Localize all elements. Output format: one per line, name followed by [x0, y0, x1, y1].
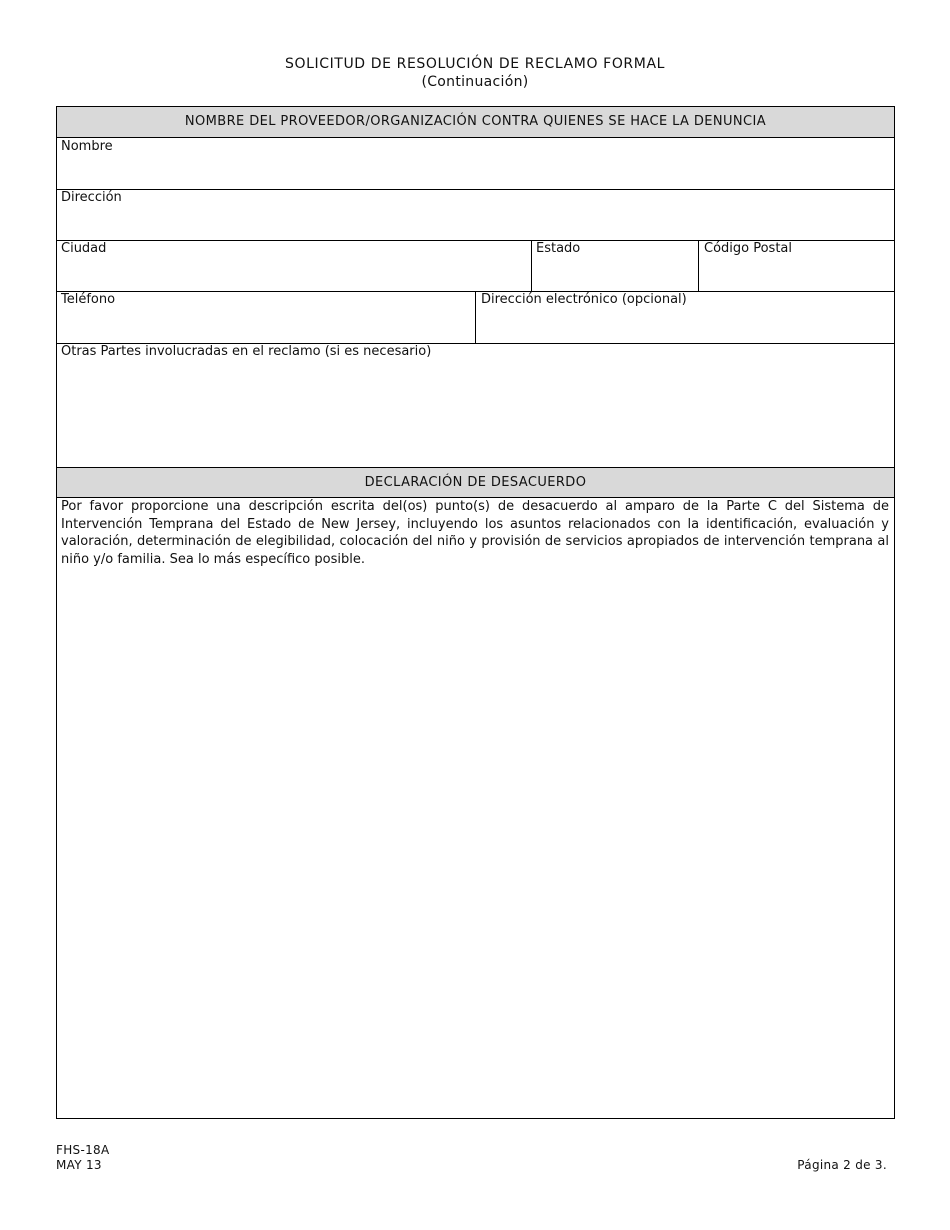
divider [57, 189, 894, 190]
zip-field[interactable] [704, 261, 889, 287]
address-label: Dirección [61, 190, 122, 205]
form-date: MAY 13 [56, 1158, 102, 1172]
form-subtitle: (Continuación) [421, 74, 529, 90]
form-code: FHS-18A [56, 1143, 110, 1157]
city-field[interactable] [61, 261, 526, 287]
form-title: SOLICITUD DE RESOLUCIÓN DE RECLAMO FORMAL [284, 56, 666, 72]
email-label: Dirección electrónico (opcional) [481, 292, 687, 307]
disagreement-statement-field[interactable] [61, 573, 889, 1113]
zip-label: Código Postal [704, 241, 793, 256]
state-label: Estado [536, 241, 581, 256]
city-label: Ciudad [61, 241, 107, 256]
divider [698, 240, 699, 291]
email-field[interactable] [481, 312, 889, 338]
other-parties-label: Otras Partes involucradas en el reclamo (si es necesario) [61, 344, 432, 359]
divider [475, 291, 476, 343]
name-field[interactable] [61, 159, 889, 185]
address-field[interactable] [61, 210, 889, 236]
provider-section-heading: NOMBRE DEL PROVEEDOR/ORGANIZACIÓN CONTRA QUIENES SE HACE LA DENUNCIA [57, 107, 894, 138]
complaint-form [56, 106, 895, 1119]
name-label: Nombre [61, 139, 113, 154]
phone-label: Teléfono [61, 292, 116, 307]
disagreement-instructions: Por favor proporcione una descripción escrita del(os) punto(s) de desacuerdo al amparo de la Parte C del Sistema de Intervención Temprana del Estado de New Jersey, incluyendo los asuntos relacionados con la identificación, evaluación y valoración, determinación de elegibilidad, colocación del niño y provisión de servicios apropiados de intervención temprana al niño y/o familia. Sea lo más específico posible. [61, 499, 889, 567]
other-parties-field[interactable] [61, 365, 889, 463]
disagreement-section-heading: DECLARACIÓN DE DESACUERDO [57, 467, 894, 498]
page-number: Página 2 de 3. [797, 1158, 887, 1172]
phone-field[interactable] [61, 312, 471, 338]
divider [531, 240, 532, 291]
state-field[interactable] [536, 261, 696, 287]
